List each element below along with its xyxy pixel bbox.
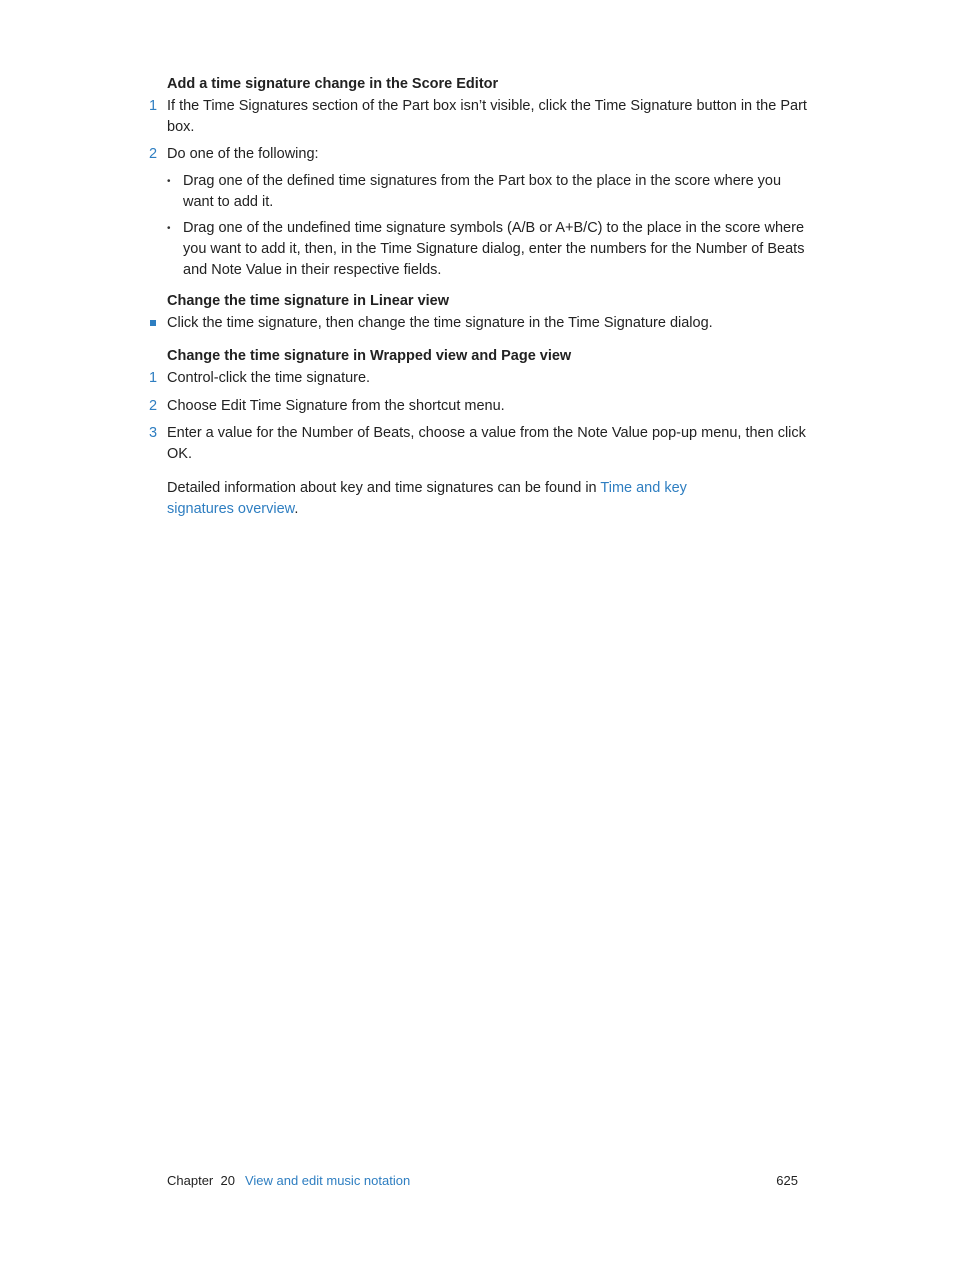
note-text: Detailed information about key and time signatures can be found in <box>167 480 601 496</box>
note-paragraph <box>167 478 727 520</box>
bullet-dot-icon: • <box>167 223 171 234</box>
bullet-text: Drag one of the undefined time signature symbols (A/B or A+B/C) to the place in the score where you want to add it, then, in the Time Signature dialog, enter the numbers for the Number of Beats and Note Value in their respective fields. <box>183 220 805 278</box>
step-text: Control-click the time signature. <box>167 370 371 386</box>
step-item <box>149 368 807 389</box>
bullet-item <box>167 171 807 213</box>
step-number: 1 <box>149 370 158 386</box>
bullet-dot-icon: • <box>167 176 171 187</box>
bullet-item <box>167 218 807 281</box>
section-heading-linear-view: Change the time signature in Linear view <box>167 293 450 309</box>
task-text: Click the time signature, then change the time signature in the Time Signature dialog. <box>167 315 713 331</box>
step-text: Enter a value for the Number of Beats, choose a value from the Note Value pop-up menu, then click OK. <box>167 425 806 462</box>
step-item <box>149 96 807 138</box>
step-number: 2 <box>149 398 158 414</box>
page-number: 625 <box>776 1173 798 1188</box>
step-number: 2 <box>149 146 158 162</box>
chapter-label: Chapter 20 <box>167 1173 235 1188</box>
step-item <box>149 423 807 465</box>
step-text: If the Time Signatures section of the Part box isn’t visible, click the Time Signature button in the Part box. <box>167 98 807 135</box>
step-item <box>149 144 807 165</box>
section-heading-wrapped-page-view: Change the time signature in Wrapped view and Page view <box>167 348 572 364</box>
section-heading-score-editor: Add a time signature change in the Score Editor <box>167 76 499 92</box>
page-footer <box>167 1172 798 1190</box>
task-item <box>167 313 807 334</box>
step-item <box>149 396 807 417</box>
step-text: Choose Edit Time Signature from the shortcut menu. <box>167 398 505 414</box>
step-text: Do one of the following: <box>167 146 319 162</box>
chapter-title-link[interactable]: View and edit music notation <box>244 1173 411 1188</box>
page-content <box>149 74 807 520</box>
square-bullet-icon <box>150 320 156 326</box>
bullet-text: Drag one of the defined time signatures from the Part box to the place in the score where you want to add it. <box>183 173 782 210</box>
overview-link[interactable]: Time and key signatures overview <box>167 480 687 517</box>
step-number: 1 <box>149 98 158 114</box>
note-text-end: . <box>294 501 299 517</box>
step-number: 3 <box>149 425 158 441</box>
